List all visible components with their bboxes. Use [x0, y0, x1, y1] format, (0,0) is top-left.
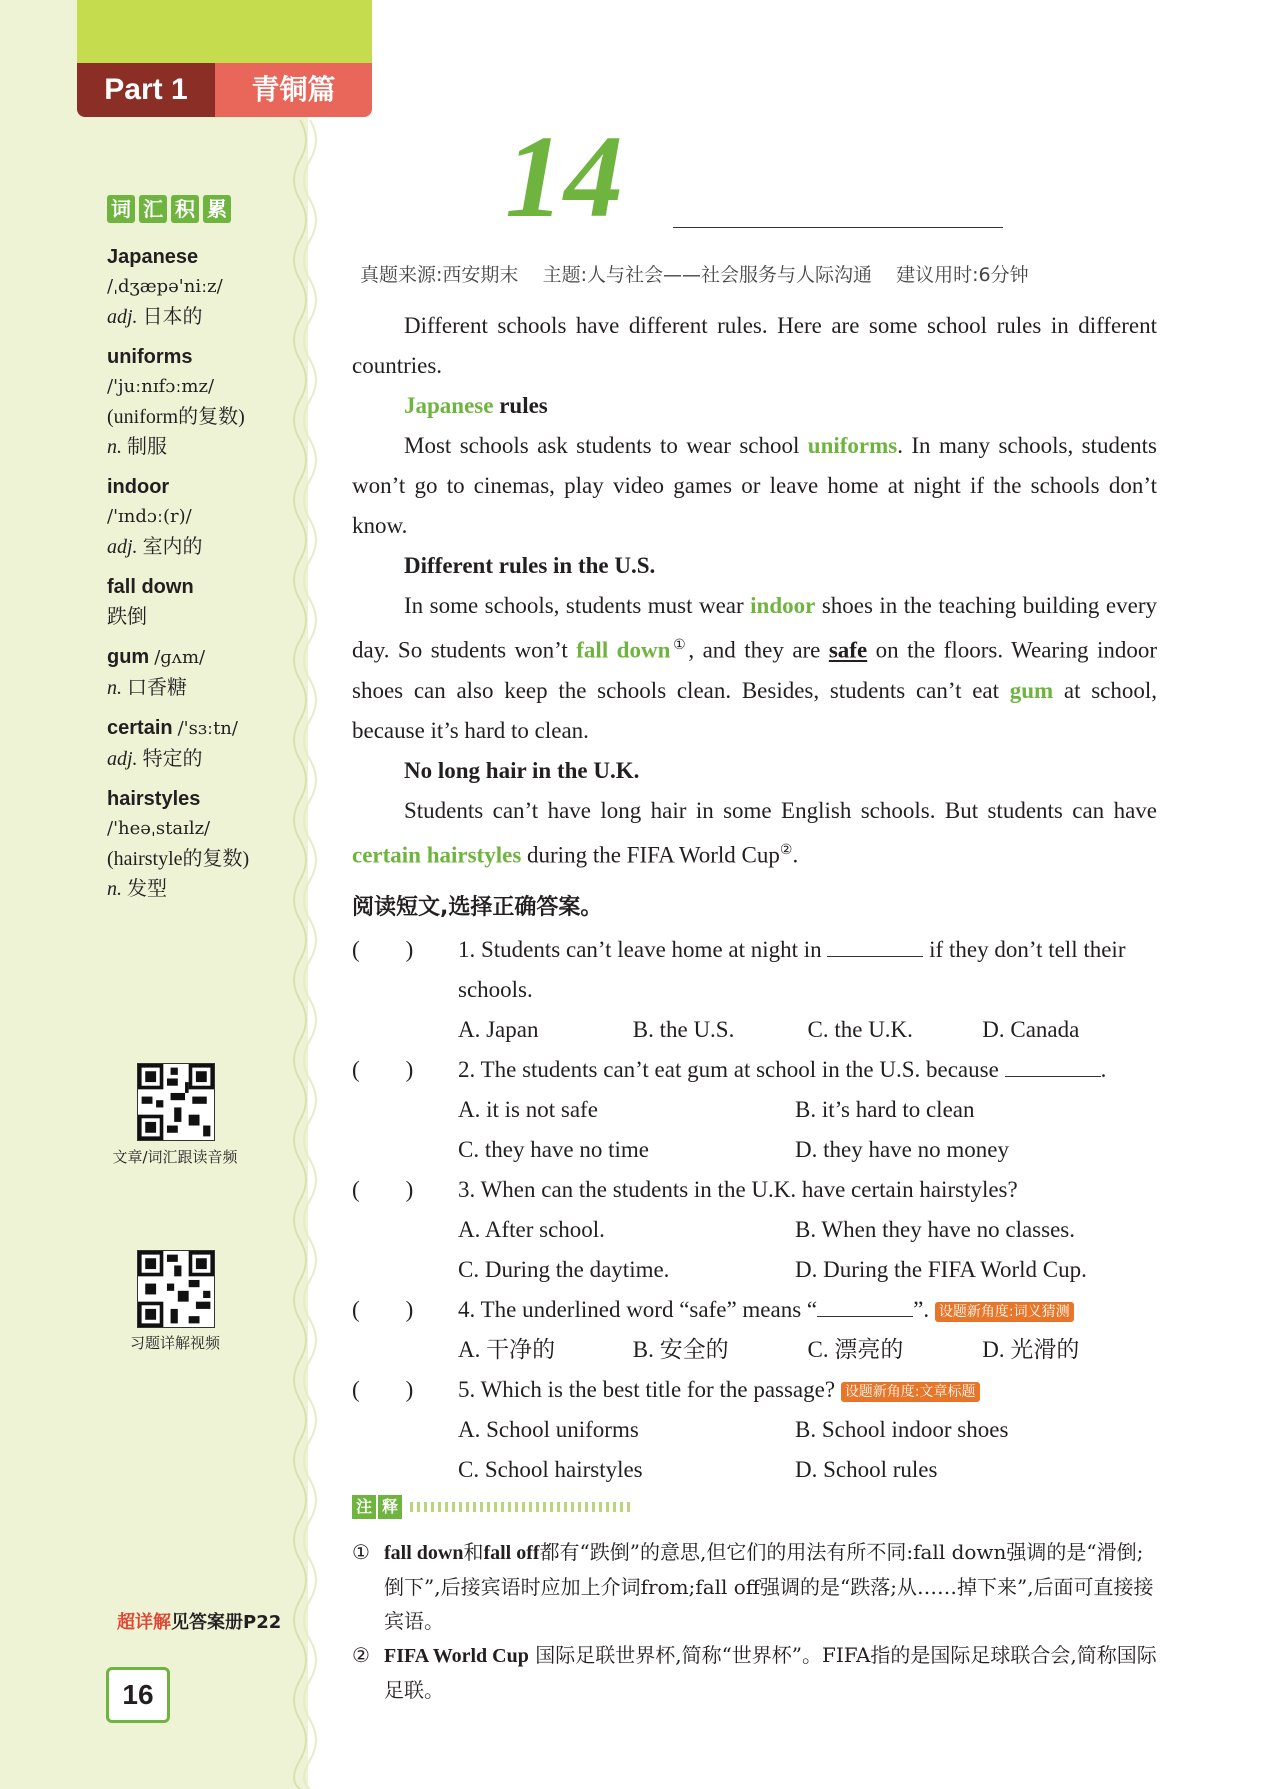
question-list [352, 930, 1157, 1490]
note-text: 都有“跌倒”的意思,但它们的用法有所不同:fall down强调的是“滑倒;倒下”,后接宾语时应加上介词from;fall off强调的是“跌落;从……掉下来”,后面可直接接宾语。 [384, 1540, 1154, 1633]
vocab-meaning: 发型 [127, 878, 167, 900]
option-c[interactable]: C. 漂亮的 [807, 1337, 904, 1362]
wavy-border [292, 120, 322, 1789]
qr-code-audio[interactable] [137, 1063, 215, 1141]
underlined-word: safe [828, 637, 868, 663]
vocab-meaning: 口香糖 [127, 677, 187, 699]
vocab-pos: adj. [107, 306, 138, 328]
vocab-phonetic: /ˌdʒæpə'niːz/ [107, 276, 223, 297]
option-d[interactable]: D. Canada [982, 1017, 1080, 1042]
vocab-heading [107, 195, 231, 223]
option-a[interactable]: A. it is not safe [458, 1097, 598, 1122]
text-run: Most schools ask students to wear school [404, 433, 808, 458]
vocab-item [107, 784, 292, 904]
vocab-pos: n. [107, 878, 122, 900]
vocab-highlight: indoor [750, 593, 816, 618]
question-stem-end: . [1100, 1057, 1107, 1082]
vocab-highlight: certain hairstyles [352, 842, 522, 868]
answer-ref-highlight: 超详解 [117, 1612, 171, 1633]
vocab-item [107, 472, 292, 562]
answer-bracket[interactable]: ( ) [352, 1377, 414, 1402]
note-term: fall down [384, 1542, 464, 1564]
text-run: at school, because it’s hard to clean. [352, 677, 1157, 743]
meta-theme: 主题:人与社会——社会服务与人际沟通 [542, 264, 872, 286]
vocab-extra: (uniform的复数) [107, 406, 245, 428]
answer-bracket[interactable]: ( ) [352, 1057, 414, 1082]
notes-heading-char: 释 [378, 1495, 402, 1519]
footnote-marker: ② [779, 842, 793, 858]
notes-list [352, 1535, 1157, 1707]
vocab-phonetic: /'sɜːtn/ [177, 718, 238, 739]
passage-heading-2: Different rules in the U.S. [404, 553, 656, 578]
exercise-instruction: 阅读短文,选择正确答案。 [352, 895, 603, 920]
vocab-list [107, 242, 292, 914]
vocab-word: uniforms [107, 346, 193, 368]
vocab-meaning: 跌倒 [107, 606, 147, 628]
question-stem: 1. Students can’t leave home at night in [458, 937, 828, 962]
option-d[interactable]: D. they have no money [795, 1137, 1009, 1162]
question-2 [352, 1050, 1157, 1170]
vocab-word: indoor [107, 476, 170, 498]
text-run: shoes in the teaching building every day. So students won’t [352, 593, 1157, 663]
vocab-item [107, 342, 292, 462]
option-b[interactable]: B. 安全的 [632, 1337, 729, 1362]
text-run: on the floors. Wearing indoor shoes can also keep the schools clean. Besides, students can’t eat [352, 637, 1157, 703]
text-run: . [792, 842, 799, 868]
text-run: In some schools, students must wear [404, 593, 751, 618]
text-run: , and they are [688, 637, 829, 663]
vocab-phonetic: /'heəˌstaɪlz/ [107, 818, 211, 839]
vocab-meaning: 特定的 [142, 748, 203, 770]
vocab-phonetic: /ɡʌm/ [154, 647, 206, 668]
question-stem: 3. When can the students in the U.K. have certain hairstyles? [458, 1177, 1018, 1202]
question-1 [352, 930, 1157, 1050]
title-blank-line [673, 227, 1003, 228]
note-text: 国际足联世界杯,简称“世界杯”。FIFA指的是国际足球联合会,简称国际足联。 [384, 1643, 1157, 1702]
answer-bracket[interactable]: ( ) [352, 1297, 414, 1322]
vocab-meaning: 制服 [127, 436, 167, 458]
part-label: Part 1 [77, 63, 215, 117]
answer-bracket[interactable]: ( ) [352, 937, 414, 962]
option-d[interactable]: D. 光滑的 [982, 1337, 1080, 1362]
note-connector: 和 [463, 1540, 484, 1564]
question-4 [352, 1290, 1157, 1370]
vocab-item [107, 572, 292, 632]
question-stem: 5. Which is the best title for the passage? [458, 1377, 836, 1402]
vocab-phonetic: /'ɪndɔː(r)/ [107, 506, 192, 527]
vocab-heading-char: 汇 [139, 195, 167, 223]
question-stem: 4. The underlined word “safe” means “ [458, 1297, 818, 1322]
option-b[interactable]: B. When they have no classes. [795, 1217, 1075, 1242]
option-b[interactable]: B. School indoor shoes [795, 1417, 1009, 1442]
note-term: FIFA World Cup [384, 1645, 529, 1667]
question-stem: 2. The students can’t eat gum at school in the U.S. because [458, 1057, 1005, 1082]
notes-heading [352, 1495, 632, 1519]
text-run: Students can’t have long hair in some English schools. But students can have [404, 797, 1157, 823]
lesson-number: 14 [505, 111, 623, 242]
question-stem-end: if they don’t tell their schools. [458, 937, 1126, 1002]
option-d[interactable]: D. During the FIFA World Cup. [795, 1257, 1087, 1282]
notes-heading-char: 注 [352, 1495, 376, 1519]
question-stem-end: ”. [913, 1297, 930, 1322]
vocab-word: fall down [107, 576, 194, 598]
vocab-heading-char: 词 [107, 195, 135, 223]
passage-intro: Different schools have different rules. Here are some school rules in different countries. [352, 313, 1157, 378]
text-run: . In many schools, students won’t go to cinemas, play video games or leave home at night if the schools don’t know. [352, 433, 1157, 538]
vocab-word: gum [107, 646, 150, 668]
reading-passage [352, 306, 1157, 875]
vocab-pos: n. [107, 436, 122, 458]
answer-blank [1005, 1050, 1101, 1077]
vocab-highlight: fall down [576, 637, 671, 663]
vocab-item [107, 242, 292, 332]
section-label: 青铜篇 [215, 63, 372, 117]
passage-paragraph-3 [352, 791, 1157, 876]
note-number: ② [352, 1643, 370, 1667]
option-b[interactable]: B. it’s hard to clean [795, 1097, 975, 1122]
vocab-pos: n. [107, 677, 122, 699]
option-c[interactable]: C. School hairstyles [458, 1457, 643, 1482]
header-accent-block [77, 0, 372, 66]
meta-time: 建议用时:6分钟 [896, 264, 1029, 286]
passage-paragraph-2 [352, 586, 1157, 751]
note-term: fall off [483, 1542, 540, 1564]
text-run: during the FIFA World Cup [521, 842, 780, 868]
option-a[interactable]: A. After school. [458, 1217, 605, 1242]
footnote-marker: ① [670, 638, 689, 653]
vocab-highlight: gum [1009, 677, 1054, 703]
vocab-phonetic: /'juːnɪfɔːmz/ [107, 376, 215, 397]
option-c[interactable]: C. the U.K. [807, 1017, 913, 1042]
page-number: 16 [106, 1667, 170, 1723]
question-type-tag: 设题新角度:词义猜测 [935, 1302, 1074, 1322]
vocab-pos: adj. [107, 536, 138, 558]
question-type-tag: 设题新角度:文章标题 [841, 1382, 980, 1402]
vocab-item [107, 713, 292, 774]
vocab-extra: (hairstyle的复数) [107, 848, 250, 870]
vocab-highlight: uniforms [807, 433, 898, 458]
qr-code-video[interactable] [137, 1250, 215, 1328]
meta-source: 真题来源:西安期末 [360, 264, 519, 286]
heading-text: rules [493, 393, 548, 418]
note-item [352, 1638, 1157, 1707]
vocab-heading-char: 积 [171, 195, 199, 223]
passage-heading-1 [352, 386, 1157, 426]
answer-reference [117, 1608, 281, 1634]
option-a[interactable]: A. 干净的 [458, 1337, 556, 1362]
option-c[interactable]: C. they have no time [458, 1137, 649, 1162]
vocab-highlight: Japanese [404, 393, 494, 418]
passage-heading-3: No long hair in the U.K. [404, 757, 640, 783]
qr-audio-label: 文章/词汇跟读音频 [112, 1148, 238, 1166]
notes-divider [410, 1502, 632, 1512]
answer-ref-text: 见答案册P22 [171, 1612, 282, 1633]
option-d[interactable]: D. School rules [795, 1457, 938, 1482]
question-5 [352, 1370, 1157, 1490]
answer-blank [827, 930, 923, 957]
option-a[interactable]: A. Japan [458, 1017, 539, 1042]
vocab-heading-char: 累 [203, 195, 231, 223]
passage-paragraph-1 [352, 426, 1157, 546]
vocab-word: certain [107, 717, 173, 739]
vocab-meaning: 日本的 [142, 306, 203, 328]
answer-bracket[interactable]: ( ) [352, 1177, 414, 1202]
answer-blank [817, 1290, 913, 1317]
option-b[interactable]: B. the U.S. [632, 1017, 735, 1042]
note-number: ① [352, 1540, 370, 1564]
option-a[interactable]: A. School uniforms [458, 1417, 639, 1442]
meta-line [360, 260, 1160, 287]
option-c[interactable]: C. During the daytime. [458, 1257, 670, 1282]
vocab-pos: adj. [107, 748, 138, 770]
qr-video-label: 习题详解视频 [129, 1334, 220, 1352]
vocab-word: hairstyles [107, 788, 201, 810]
question-3 [352, 1170, 1157, 1290]
note-item [352, 1535, 1157, 1638]
vocab-word: Japanese [107, 246, 199, 268]
vocab-meaning: 室内的 [142, 536, 203, 558]
vocab-item [107, 642, 292, 703]
